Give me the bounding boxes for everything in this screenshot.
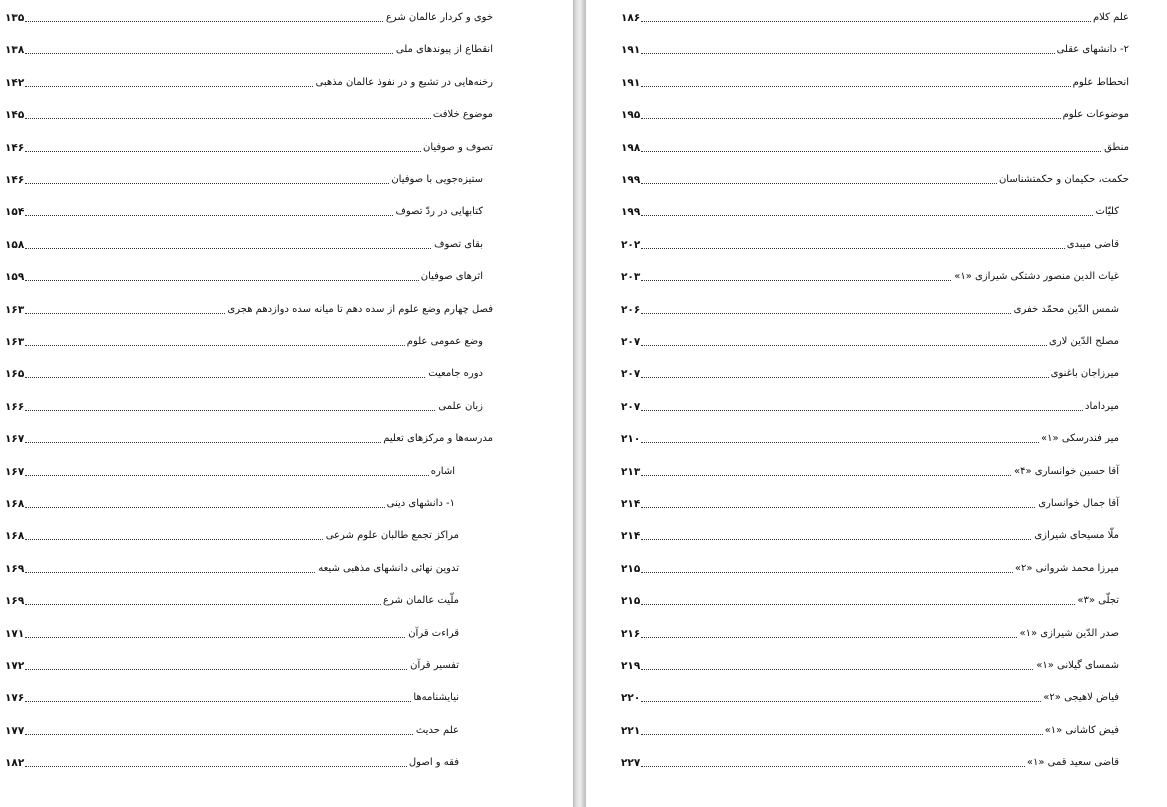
toc-dot-leader [25,410,481,411]
toc-page-number: ۱۵۴ [5,206,25,219]
toc-entry-title: اثرهای صوفیان [419,269,483,285]
toc-page-number: ۲۱۴ [621,530,641,543]
toc-dot-leader [25,377,481,378]
toc-dot-leader [25,734,457,735]
toc-page-number: ۲۱۹ [621,660,641,672]
toc-dot-leader [641,21,1127,22]
toc-entry-title: مراکز تجمع طالبان علوم شرعی [324,528,459,544]
toc-page-number: ۱۶۸ [5,530,25,543]
toc-entry-title: اشاره [429,464,455,480]
toc-entry-title: ۲- دانشهای عقلی [1055,42,1129,58]
toc-page-number: ۱۳۸ [5,44,25,57]
toc-entry [5,399,483,415]
toc-entry [621,302,1119,318]
toc-entry-title: کتابهایی در ردّ تصوف [394,204,483,220]
toc-page-number: ۱۷۱ [5,627,25,640]
toc-entry [5,658,459,674]
toc-page-number: ۱۹۱ [621,76,641,89]
toc-entry [5,10,493,26]
toc-entry-title: نیایشنامه‌ها [411,690,459,706]
toc-dot-leader [641,248,1117,249]
toc-entry-title: موضوعات علوم [1061,107,1129,123]
toc-entry-title: دوره جامعیت [426,366,483,382]
toc-entry-title: ستیزه‌جویی با صوفیان [389,172,483,188]
toc-entry-title: فیاض لاهیجی «۲» [1041,690,1119,706]
toc-entry [5,431,493,447]
toc-page-number: ۱۹۵ [621,109,641,122]
toc-page-number: ۱۶۸ [5,498,25,510]
toc-entry [621,690,1119,706]
toc-entry [5,237,483,253]
toc-entry [5,528,459,544]
toc-entry-title: ملّیت عالمان شرع [381,593,459,609]
toc-entry-title: فصل چهارم وضع علوم از سده دهم تا میانه سده دوازدهم هجری [225,302,493,318]
toc-dot-leader [641,410,1117,411]
toc-entry-title: تجلّی «۳» [1075,593,1119,609]
toc-page-number: ۱۹۹ [621,174,641,186]
toc-entry [5,464,455,480]
toc-page-number: ۱۹۸ [621,141,641,154]
toc-entry-title: انقطاع از پیوندهای ملی [394,42,493,58]
toc-entry-title: حکمت، حکیمان و حکمتشناسان [997,172,1129,188]
toc-entry [5,690,459,706]
toc-dot-leader [25,118,491,119]
toc-dot-leader [25,475,453,476]
toc-entry-title: آقا جمال خوانساری [1036,496,1119,512]
toc-entry-title: میرداماد [1083,399,1119,415]
toc-entry-title: شمسای گیلانی «۱» [1034,658,1119,674]
toc-entry [5,107,493,123]
toc-page-number: ۱۵۸ [5,238,25,251]
toc-page-number: ۱۸۶ [621,12,641,24]
page-gutter [573,0,586,807]
toc-page-number: ۱۹۹ [621,206,641,219]
toc-page-number: ۲۰۲ [621,238,641,251]
toc-page-number: ۱۶۷ [5,465,25,478]
toc-entry [621,107,1129,123]
toc-page-number: ۱۴۶ [5,174,25,186]
toc-dot-leader [641,86,1127,87]
toc-entry-title: میر فندرسکی «۱» [1039,431,1119,447]
toc-entry [5,269,483,285]
toc-entry [5,75,493,91]
toc-entry [5,334,483,350]
toc-page-number: ۱۶۳ [5,303,25,316]
toc-entry-title: ۱- دانشهای دینی [385,496,455,512]
toc-dot-leader [641,215,1117,216]
toc-page-number: ۱۷۷ [5,724,25,737]
toc-entry [621,334,1119,350]
toc-entry [5,755,459,771]
toc-entry [621,204,1119,220]
toc-entry [5,496,455,512]
toc-page-number: ۱۴۵ [5,109,25,122]
toc-entry-title: وضع عمومی علوم [405,334,483,350]
toc-entry-title: میرزاجان باغنوی [1049,366,1119,382]
toc-entry-title: ملّا مسیحای شیرازی [1032,528,1119,544]
toc-entry-title: کلیّات [1093,204,1119,220]
toc-entry [621,431,1119,447]
toc-entry-title: تصوف و صوفیان [421,140,493,156]
toc-entry-title: فقه و اصول [407,755,459,771]
toc-entry-title: قراءت قرآن [406,626,459,642]
toc-entry [621,366,1119,382]
toc-page-number: ۱۸۲ [5,757,25,770]
toc-entry [621,10,1129,26]
toc-page-number: ۱۶۷ [5,433,25,446]
toc-dot-leader [641,118,1127,119]
toc-entry [621,658,1119,674]
toc-page-number: ۲۱۳ [621,465,641,478]
toc-entry [5,626,459,642]
toc-page-number: ۱۶۵ [5,368,25,381]
toc-page-number: ۱۷۲ [5,660,25,672]
toc-entry [5,204,483,220]
toc-entry [621,755,1119,771]
toc-page-number: ۲۰۶ [621,303,641,316]
toc-entry [5,723,459,739]
toc-page-number: ۲۱۵ [621,562,641,575]
toc-page-number: ۱۶۹ [5,595,25,608]
toc-entry-title: میرزا محمد شروانی «۲» [1013,561,1119,577]
toc-page-number: ۲۰۷ [621,400,641,413]
toc-page-number: ۲۰۷ [621,368,641,381]
toc-dot-leader [641,377,1117,378]
toc-page-number: ۲۰۳ [621,271,641,284]
toc-page-number: ۲۱۶ [621,627,641,640]
toc-page-number: ۲۱۰ [621,433,641,446]
toc-page-number: ۱۷۶ [5,692,25,705]
toc-entry [621,399,1119,415]
left-page [0,0,573,807]
toc-dot-leader [25,248,481,249]
toc-dot-leader [25,637,457,638]
toc-dot-leader [25,701,457,702]
toc-entry-title: خوی و کردار عالمان شرع [384,10,493,26]
toc-dot-leader [641,345,1117,346]
toc-entry [5,561,459,577]
toc-entry [621,723,1119,739]
toc-page-number: ۲۱۴ [621,498,641,510]
toc-page-number: ۲۲۷ [621,757,641,770]
toc-entry-title: مدرسه‌ها و مرکزهای تعلیم [381,431,493,447]
toc-entry-title: مصلح الدّین لاری [1047,334,1119,350]
toc-dot-leader [25,669,457,670]
right-page [586,0,1167,807]
toc-entry [621,269,1119,285]
toc-entry-title: غیاث الدین منصور دشتکی شیرازی «۱» [952,269,1119,285]
toc-entry-title: بقای تصوف [432,237,483,253]
toc-entry [621,464,1119,480]
toc-page-number: ۲۲۱ [621,724,641,737]
toc-entry [621,172,1129,188]
toc-entry-title: زبان علمی [436,399,483,415]
toc-dot-leader [25,280,481,281]
toc-entry-title: قاضی میبدی [1065,237,1119,253]
toc-entry [621,626,1119,642]
toc-entry [5,140,493,156]
toc-entry [621,593,1119,609]
toc-entry [5,42,493,58]
toc-dot-leader [25,766,457,767]
toc-entry [621,140,1129,156]
toc-page-number: ۱۶۳ [5,336,25,348]
toc-entry-title: صدر الدّین شیرازی «۱» [1017,626,1119,642]
toc-page-number: ۱۶۹ [5,562,25,575]
toc-entry [621,561,1119,577]
toc-entry-title: فیض کاشانی «۱» [1043,723,1119,739]
toc-entry-title: تدوین نهائی دانشهای مذهبی شیعه [316,561,459,577]
toc-entry-title: انحطاط علوم [1071,75,1129,91]
toc-entry [621,528,1119,544]
toc-entry-title: تفسیر قرآن [408,658,459,674]
toc-entry [5,302,493,318]
toc-page-number: ۲۱۵ [621,595,641,608]
toc-entry-title: قاضی سعید قمی «۱» [1025,755,1119,771]
toc-page-number: ۲۰۷ [621,336,641,348]
toc-entry [5,172,483,188]
toc-page-number: ۲۲۰ [621,692,641,705]
toc-entry-title: علم کلام [1091,10,1129,26]
toc-dot-leader [641,604,1117,605]
toc-page-number: ۱۹۱ [621,44,641,57]
toc-page-number: ۱۶۶ [5,400,25,413]
toc-entry-title: علم حدیث [414,723,459,739]
toc-page-number: ۱۴۶ [5,141,25,154]
toc-entry [5,593,459,609]
toc-entry-title: موضوع خلافت [431,107,493,123]
toc-entry-title: منطق [1102,140,1129,156]
toc-entry-title: رخنه‌هایی در تشیع و در نفوذ عالمان مذهبی [314,75,493,91]
toc-page-number: ۱۵۹ [5,271,25,284]
toc-entry-title: آقا حسین خوانساری «۴» [1012,464,1119,480]
toc-entry [621,496,1119,512]
toc-entry [621,237,1119,253]
toc-entry [5,366,483,382]
toc-entry [621,42,1129,58]
toc-entry-title: شمس الدّین محمّد خفری [1012,302,1119,318]
toc-page-number: ۱۴۲ [5,76,25,89]
toc-dot-leader [641,151,1127,152]
toc-entry [621,75,1129,91]
toc-page-number: ۱۳۵ [5,12,25,24]
